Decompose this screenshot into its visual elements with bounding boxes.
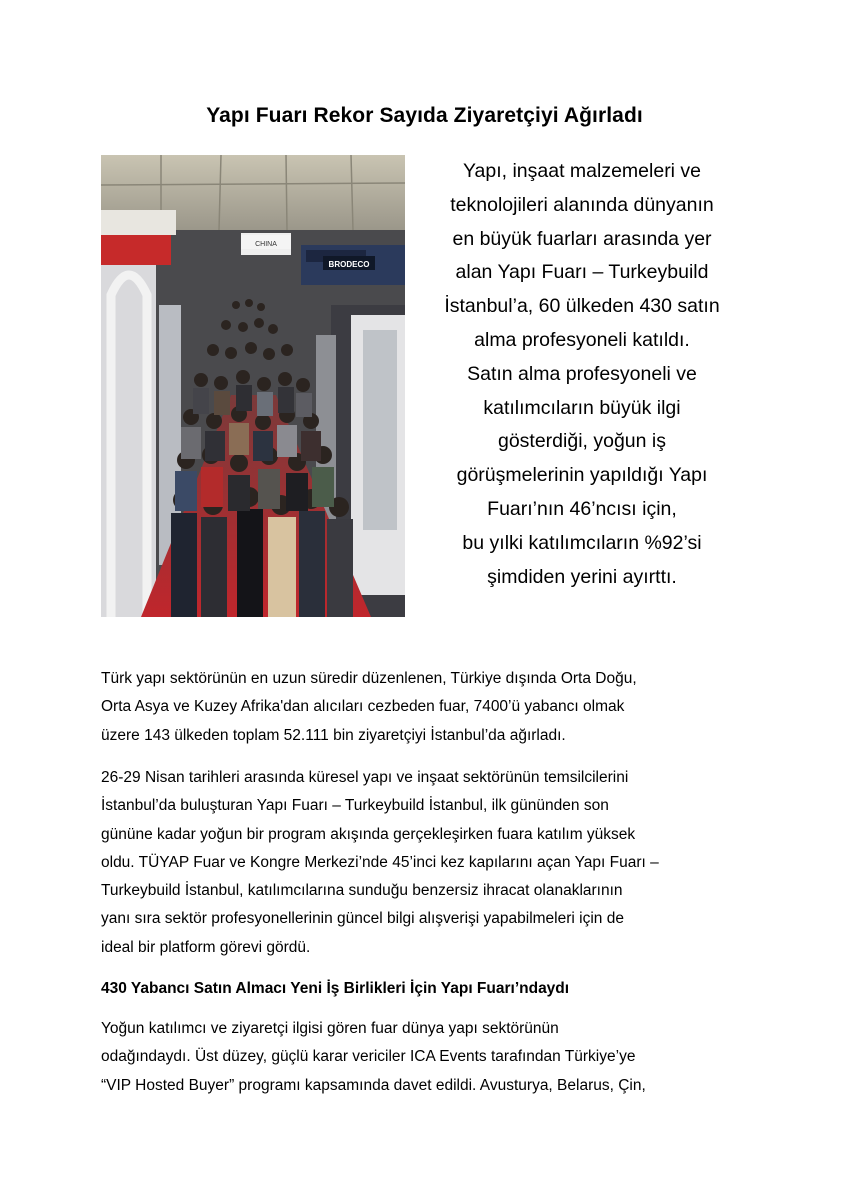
lead-line: bu yılki katılımcıların %92’si [462, 531, 702, 554]
paragraph-visitors [101, 665, 746, 750]
lead-line: Yapı, inşaat malzemeleri ve [462, 160, 702, 182]
lead-line: gösterdiği, yoğun iş [497, 430, 667, 453]
paragraph-event-dates [101, 764, 746, 962]
paragraph-line: Türk yapı sektörünün en uzun süredir düzenlenen, Türkiye dışında Orta Doğu, [101, 670, 637, 687]
paragraph-line: ideal bir platform görevi gördü. [101, 938, 311, 956]
lead-line: İstanbul’a, 60 ülkeden 430 satın [444, 295, 720, 318]
paragraph-hosted-buyers [101, 1015, 746, 1100]
paragraph-line: yanı sıra sektör profesyonellerinin güncel bilgi alışverişi yapabilmeleri için de [101, 910, 624, 928]
paragraph-line: Yoğun katılımcı ve ziyaretçi ilgisi gören fuar dünya yapı sektörünün [101, 1020, 559, 1037]
paragraph-line: Turkeybuild İstanbul, katılımcılarına sunduğu benzersiz ihracat olanaklarının [101, 882, 623, 900]
lead-line: Fuarı’nın 46’ncısı için, [487, 497, 677, 520]
fair-crowd-photo [101, 155, 405, 617]
lead-paragraph [424, 155, 740, 594]
lead-line: şimdiden yerini ayırttı. [487, 565, 677, 588]
paragraph-line: oldu. TÜYAP Fuar ve Kongre Merkezi’nde 45’inci kez kapılarını açan Yapı Fuarı – [101, 853, 659, 871]
lead-line: Satın alma profesyoneli ve [467, 362, 697, 385]
paragraph-line: Orta Asya ve Kuzey Afrika'dan alıcıları cezbeden fuar, 7400’ü yabancı olmak [101, 698, 625, 716]
lead-line: görüşmelerinin yapıldığı Yapı [456, 464, 708, 487]
paragraph-line: 26-29 Nisan tarihleri arasında küresel yapı ve inşaat sektörünün temsilcilerini [101, 769, 629, 786]
paragraph-line: odağındaydı. Üst düzey, güçlü karar vericiler ICA Events tarafından Türkiye’ye [101, 1048, 636, 1066]
lead-line: en büyük fuarları arasında yer [452, 227, 712, 250]
paragraph-line: “VIP Hosted Buyer” programı kapsamında davet edildi. Avusturya, Belarus, Çin, [101, 1076, 646, 1094]
booth-sign-china: CHINA [255, 241, 277, 248]
paragraph-line: İstanbul’da buluşturan Yapı Fuarı – Turkeybuild İstanbul, ilk gününden son [101, 797, 609, 815]
paragraph-line: gününe kadar yoğun bir program akışında gerçekleşirken fuara katılım yüksek [101, 825, 636, 843]
lead-line: teknolojileri alanında dünyanın [450, 193, 714, 216]
section-subheading: 430 Yabancı Satın Almacı Yeni İş Birlikleri İçin Yapı Fuarı’ndaydı [101, 980, 570, 997]
lead-line: katılımcıların büyük ilgi [483, 396, 681, 419]
paragraph-line: üzere 143 ülkeden toplam 52.111 bin ziyaretçiyi İstanbul’da ağırladı. [101, 726, 566, 744]
page-title: Yapı Fuarı Rekor Sayıda Ziyaretçiyi Ağırladı [206, 104, 643, 127]
lead-line: alma profesyoneli katıldı. [474, 328, 690, 351]
lead-line: alan Yapı Fuarı – Turkeybuild [455, 261, 709, 284]
fair-crowd-illustration [101, 155, 405, 617]
booth-sign-brodeco: BRODECO [328, 260, 370, 269]
